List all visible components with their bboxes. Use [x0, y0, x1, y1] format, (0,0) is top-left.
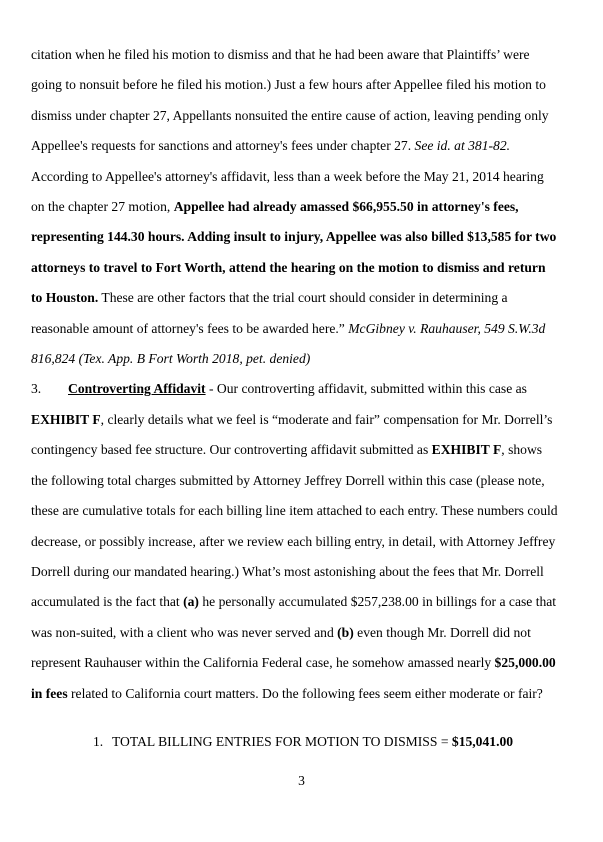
- paragraph-number: 3.: [31, 381, 42, 397]
- text-line: [31, 587, 593, 617]
- text-line: [31, 283, 593, 313]
- text-run: the following total charges submitted by Attorney Jeffrey Dorrell within this case (please note,: [31, 472, 545, 488]
- text-run: represent Rauhauser within the California Federal case, he somehow amassed nearly: [31, 655, 495, 671]
- text-line: [31, 192, 593, 222]
- text-run: in fees: [31, 685, 68, 701]
- text-line: [31, 162, 593, 192]
- text-run: citation when he filed his motion to dismiss and that he had been aware that Plaintiffs’ were: [31, 47, 530, 62]
- text-line: [31, 131, 593, 161]
- text-run: $15,041.00: [451, 733, 514, 749]
- text-run: dismiss under chapter 27, Appellants nonsuited the entire cause of action, leaving pending only: [31, 107, 549, 123]
- text-run: EXHIBIT F: [431, 442, 502, 458]
- text-line: [31, 679, 593, 709]
- list-item-marker: 1.: [93, 733, 104, 749]
- text-line: [31, 557, 593, 587]
- body-text: [31, 40, 593, 757]
- text-line: [31, 222, 593, 252]
- text-line: [31, 618, 593, 648]
- text-run: Appellee had already amassed $66,955.50 in attorney's fees,: [173, 199, 519, 215]
- text-run: he personally accumulated $257,238.00 in billings for a case that: [198, 594, 557, 610]
- text-run: 816,824 (Tex. App. B Fort Worth 2018, pet. denied): [31, 351, 311, 367]
- text-run: - Our controverting affidavit, submitted within this case as: [205, 381, 527, 397]
- text-run: These are other factors that the trial court should consider in determining a: [98, 290, 508, 306]
- text-run: these are cumulative totals for each billing line item attached to each entry. These numbers could: [31, 503, 558, 519]
- text-run: Controverting Affidavit: [68, 381, 206, 397]
- text-line: [31, 405, 593, 435]
- list-item: [31, 727, 593, 757]
- text-run: even though Mr. Dorrell did not: [353, 624, 531, 640]
- text-run: See id. at 381-82.: [414, 138, 511, 154]
- text-line: [31, 40, 593, 70]
- text-line: [31, 374, 593, 404]
- text-run: , clearly details what we feel is “moderate and fair” compensation for Mr. Dorrell’s: [100, 411, 553, 427]
- text-line: [31, 253, 593, 283]
- text-line: [31, 648, 593, 678]
- text-run: , shows: [501, 442, 543, 458]
- text-line: [31, 527, 593, 557]
- text-run: to Houston.: [31, 290, 99, 306]
- text-line: [31, 344, 593, 374]
- text-run: related to California court matters. Do the following fees seem either moderate or fair?: [67, 685, 543, 701]
- text-run: (a): [183, 594, 199, 610]
- text-run: representing 144.30 hours. Adding insult to injury, Appellee was also billed $13,585 for two: [31, 229, 557, 245]
- text-run: According to Appellee's attorney's affidavit, less than a week before the May 21, 2014 hearing: [31, 168, 544, 184]
- text-run: reasonable amount of attorney's fees to be awarded here.”: [31, 320, 349, 336]
- text-run: was non-suited, with a client who was never served and: [31, 624, 338, 640]
- text-run: EXHIBIT F: [31, 411, 101, 427]
- text-run: contingency based fee structure. Our controverting affidavit submitted as: [31, 442, 432, 458]
- text-line: [31, 496, 593, 526]
- text-run: $25,000.00: [494, 655, 556, 671]
- text-run: Appellee's requests for sanctions and attorney's fees under chapter 27.: [31, 138, 415, 154]
- text-line: [31, 466, 593, 496]
- text-run: McGibney v. Rauhauser, 549 S.W.3d: [348, 320, 546, 336]
- text-run: going to nonsuit before he filed his motion.) Just a few hours after Appellee filed his motion to: [31, 77, 546, 93]
- text-line: [31, 314, 593, 344]
- text-run: accumulated is the fact that: [31, 594, 184, 610]
- text-run: attorneys to travel to Fort Worth, attend the hearing on the motion to dismiss and return: [31, 259, 546, 275]
- text-run: on the chapter 27 motion,: [31, 199, 174, 215]
- text-run: decrease, or possibly increase, after we review each billing entry, in detail, with Attorney Jeffrey: [31, 533, 556, 549]
- text-line: [31, 70, 593, 100]
- page-number: 3: [298, 773, 305, 788]
- text-line: [31, 435, 593, 465]
- text-line: [31, 101, 593, 131]
- text-run: Dorrell during our mandated hearing.) What’s most astonishing about the fees that Mr. Dorrell: [31, 563, 544, 579]
- text-run: (b): [337, 624, 354, 640]
- text-run: TOTAL BILLING ENTRIES FOR MOTION TO DISMISS =: [112, 733, 452, 749]
